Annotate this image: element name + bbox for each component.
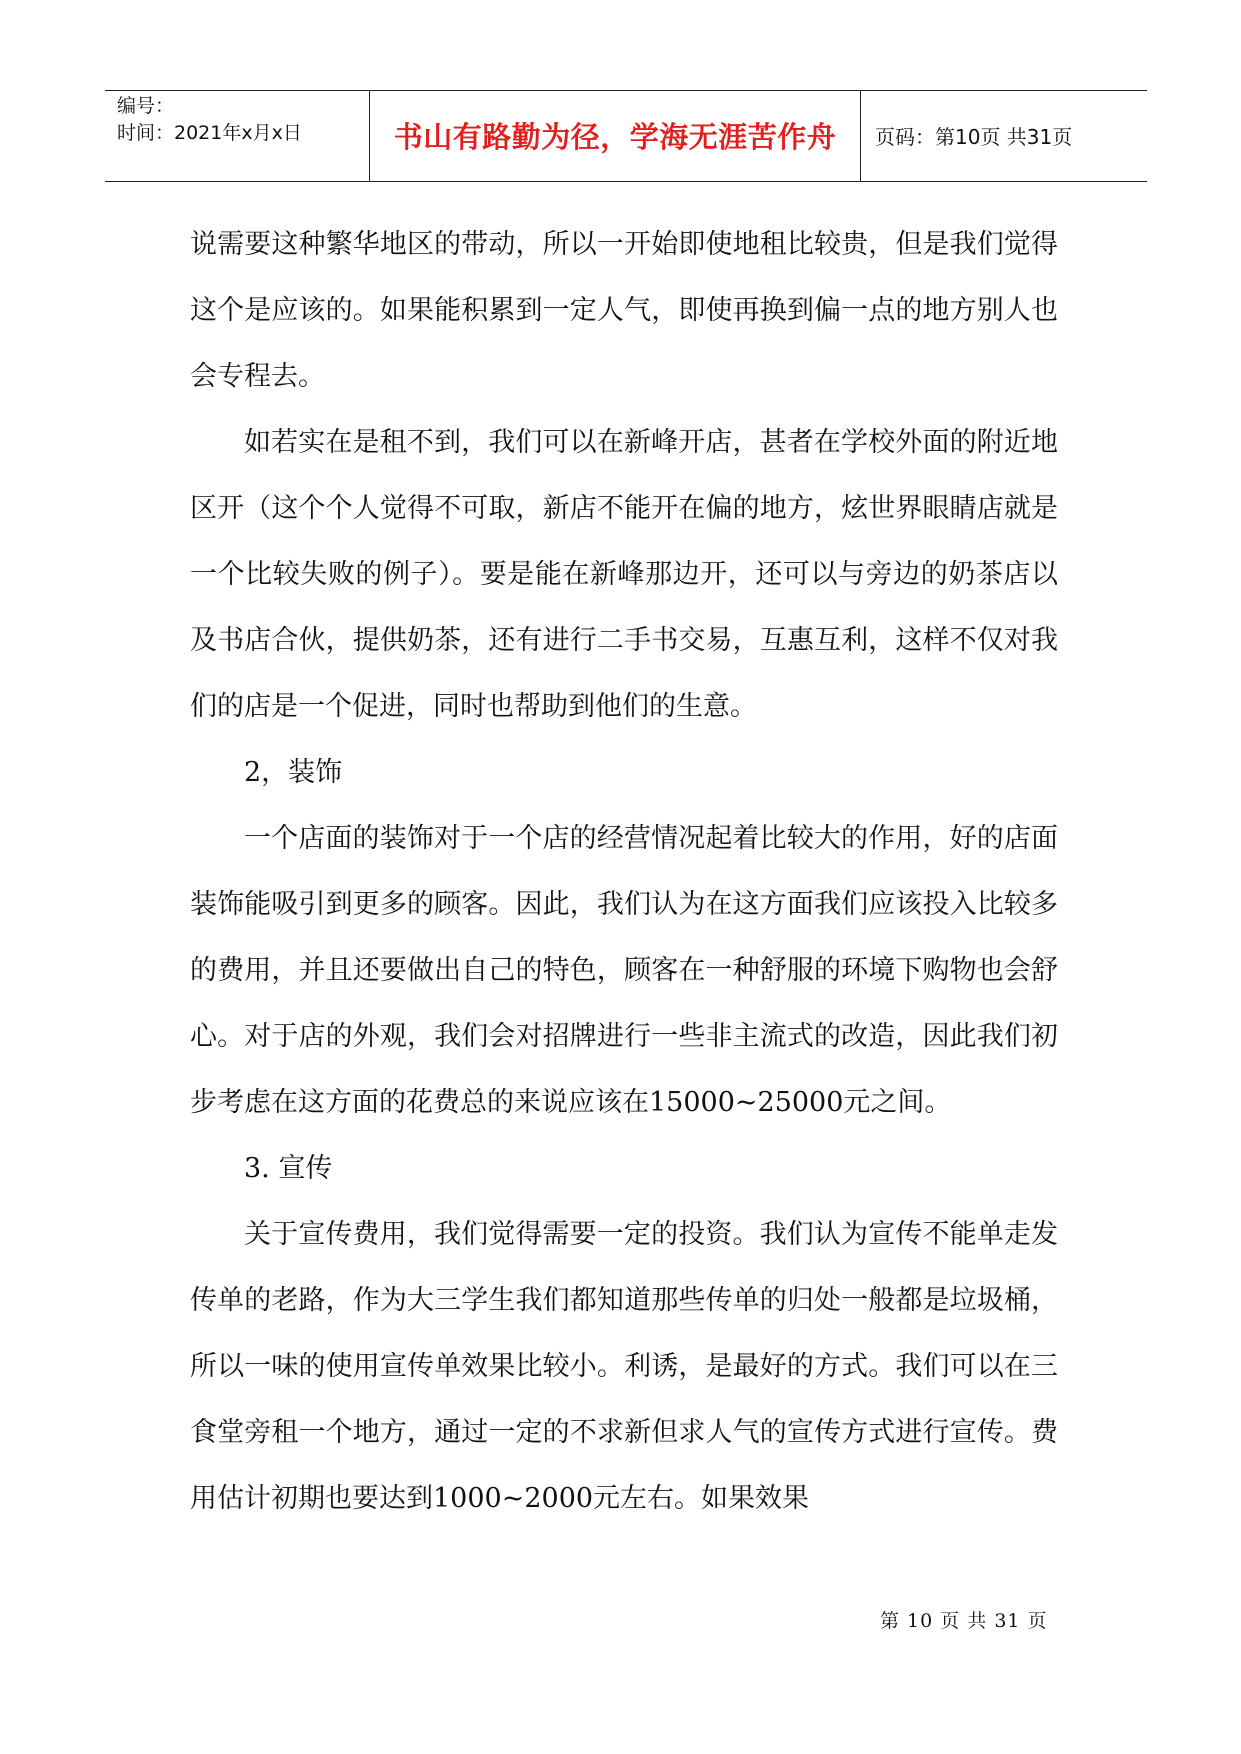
header-divider-right [860, 91, 861, 181]
header-meta [117, 93, 367, 147]
paragraph-location-alternative: 如若实在是租不到，我们可以在新峰开店，甚者在学校外面的附近地区开（这个个人觉得不可取，新店不能开在偏的地方，炫世界眼睛店就是一个比较失败的例子）。要是能在新峰那边开，还可以与旁边的奶茶店以及书店合伙，提供奶茶，还有进行二手书交易，互惠互利，这样不仅对我们的店是一个促进，同时也帮助到他们的生意。 [190, 427, 1058, 722]
section-heading-promotion: 3. 宣传 [244, 1153, 333, 1184]
page-footer: 第 10 页 共 31 页 [880, 1610, 1048, 1632]
date-label: 时间：2021年x月x日 [117, 122, 302, 144]
paragraph-promotion: 关于宣传费用，我们觉得需要一定的投资。我们认为宣传不能单走发传单的老路，作为大三学生我们都知道那些传单的归处一般都是垃圾桶，所以一味的使用宣传单效果比较小。利诱，是最好的方式。我们可以在三食堂旁租一个地方，通过一定的不求新但求人气的宣传方式进行宣传。费用估计初期也要达到1000~2000元左右。如果效果 [190, 1219, 1058, 1514]
document-body [190, 212, 1058, 1532]
serial-number-label: 编号： [117, 95, 175, 117]
header-motto: 书山有路勤为径，学海无涯苦作舟 [393, 120, 837, 154]
document-header [105, 90, 1147, 182]
section-heading-decoration: 2，装饰 [244, 757, 343, 788]
paragraph-decoration: 一个店面的装饰对于一个店的经营情况起着比较大的作用，好的店面装饰能吸引到更多的顾客。因此，我们认为在这方面我们应该投入比较多的费用，并且还要做出自己的特色，顾客在一种舒服的环境下购物也会舒心。对于店的外观，我们会对招牌进行一些非主流式的改造，因此我们初步考虑在这方面的花费总的来说应该在15000~25000元之间。 [190, 823, 1058, 1118]
paragraph-continuation: 说需要这种繁华地区的带动，所以一开始即使地租比较贵，但是我们觉得这个是应该的。如果能积累到一定人气，即使再换到偏一点的地方别人也会专程去。 [190, 229, 1058, 392]
header-page-info: 页码：第10页 共31页 [875, 125, 1073, 149]
header-divider-left [369, 91, 370, 181]
